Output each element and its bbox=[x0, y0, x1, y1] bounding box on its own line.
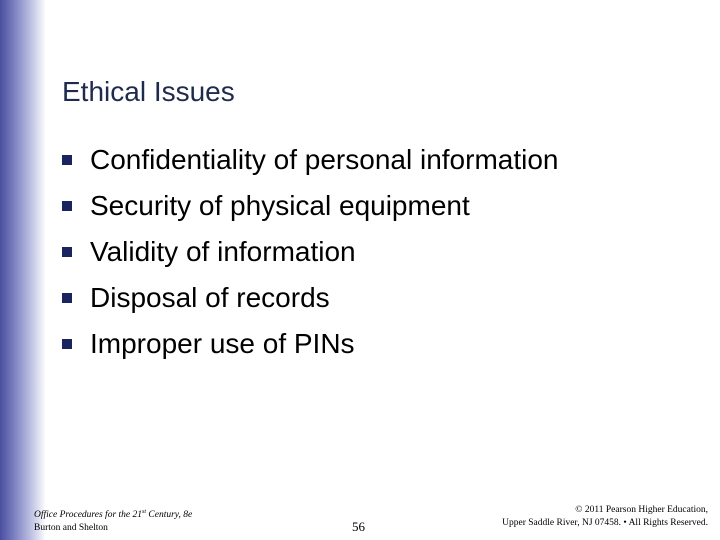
footer-book-title bbox=[34, 506, 192, 522]
copyright-line-2: Upper Saddle River, NJ 07458. • All Rights Reserved. bbox=[502, 518, 708, 528]
bullet-item bbox=[62, 229, 558, 275]
bullet-item bbox=[62, 137, 558, 183]
bullet-item bbox=[62, 321, 558, 367]
footer-authors: Burton and Shelton bbox=[34, 523, 108, 534]
bullet-text: Validity of information bbox=[90, 236, 356, 267]
bullet-text: Confidentiality of personal information bbox=[90, 144, 559, 175]
copyright-line-1: © 2011 Pearson Higher Education, bbox=[575, 505, 708, 515]
footer-book-info bbox=[34, 506, 192, 535]
footer-copyright bbox=[502, 504, 708, 530]
bullet-square-icon bbox=[62, 247, 72, 257]
bullet-text: Disposal of records bbox=[90, 282, 330, 313]
slide-title: Ethical Issues bbox=[62, 76, 235, 107]
bullet-square-icon bbox=[62, 339, 72, 349]
footer-book-title-suffix: Century, 8e bbox=[146, 510, 193, 521]
bullet-item bbox=[62, 275, 558, 321]
bullet-list bbox=[62, 137, 558, 367]
bullet-square-icon bbox=[62, 293, 72, 303]
bullet-square-icon bbox=[62, 201, 72, 211]
bullet-text: Security of physical equipment bbox=[90, 190, 470, 221]
side-gradient-bar bbox=[0, 0, 46, 540]
bullet-item bbox=[62, 183, 558, 229]
page-number: 56 bbox=[352, 519, 365, 534]
footer-book-title-sup: st bbox=[142, 509, 147, 515]
bullet-text: Improper use of PINs bbox=[90, 328, 355, 359]
bullet-square-icon bbox=[62, 155, 72, 165]
footer-book-title-prefix: Office Procedures for the 21 bbox=[34, 510, 142, 521]
